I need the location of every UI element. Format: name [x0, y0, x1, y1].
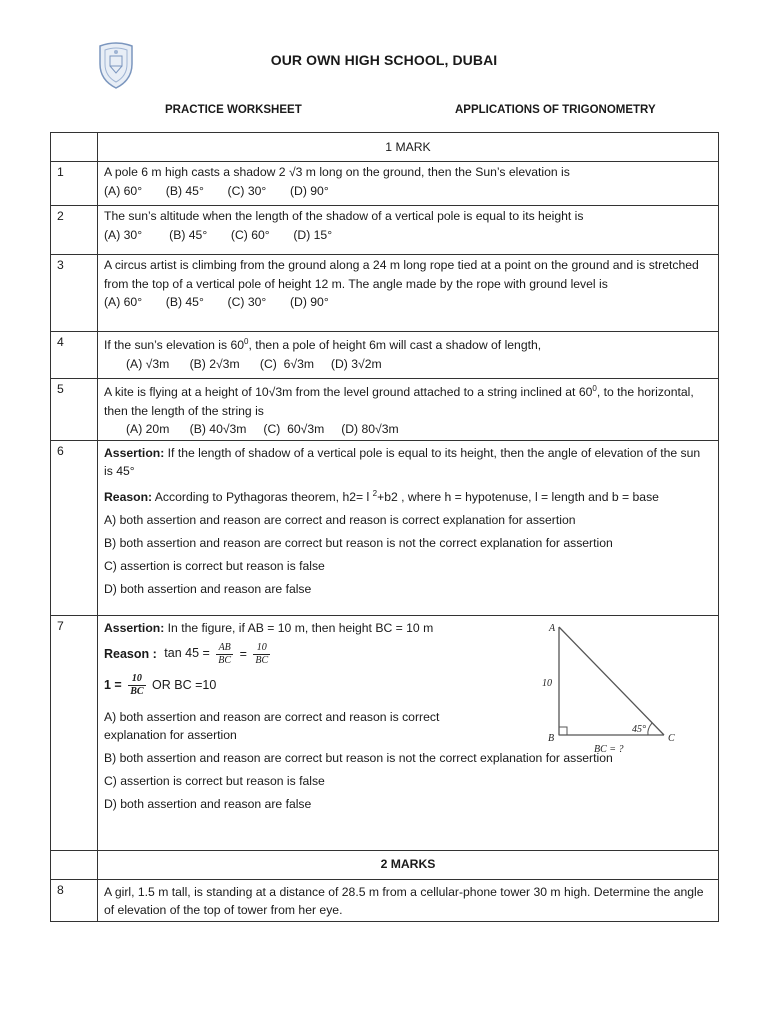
vertex-label-b: B — [548, 732, 555, 744]
option-d: D) both assertion and reason are false — [104, 797, 312, 812]
vertex-label-c: C — [668, 732, 675, 744]
assertion-text: Assertion: In the figure, if AB = 10 m, then height BC = 10 m — [104, 620, 434, 635]
question-row-8 — [51, 879, 719, 921]
side-label-bc: BC = ? — [594, 743, 624, 755]
worksheet-type: PRACTICE WORKSHEET — [165, 104, 302, 116]
question-body — [98, 162, 719, 206]
triangle-figure — [544, 619, 694, 759]
option-d: D) both assertion and reason are false — [104, 582, 312, 597]
question-text: If the sun’s elevation is $60^0$, then a pole of height 6m will cast a shadow of length, — [104, 337, 542, 353]
question-options: (A) 30° (B) 45° (C) 60° (D) 15° — [104, 227, 333, 242]
question-number: 5 — [51, 379, 98, 441]
question-options: (A) √3m (B) 2√3m (C) 6√3m (D) 3√2m — [126, 356, 382, 371]
option-c: C) assertion is correct but reason is false — [104, 774, 325, 789]
section-title-1-mark: 1 MARK — [98, 133, 719, 162]
section-row-1-mark — [51, 133, 719, 162]
question-options: (A) 60° (B) 45° (C) 30° (D) 90° — [104, 183, 329, 198]
vertex-label-a: A — [549, 622, 556, 634]
question-row-2 — [51, 206, 719, 255]
question-number: 1 — [51, 162, 98, 206]
option-c: C) assertion is correct but reason is false — [104, 559, 325, 574]
question-row-4 — [51, 332, 719, 379]
reason-result: 1 = $\frac{10}{BC}$ OR BC =10 — [104, 672, 217, 697]
side-ac — [559, 627, 664, 735]
side-label-ab: 10 — [542, 677, 552, 689]
fraction-ab-bc: $\frac{AB}{BC}$ — [218, 641, 232, 666]
question-number: 6 — [51, 440, 98, 615]
question-options: (A) 60° (B) 45° (C) 30° (D) 90° — [104, 295, 329, 309]
question-row-3 — [51, 255, 719, 332]
worksheet-table — [50, 132, 719, 922]
question-row-6 — [51, 440, 719, 615]
question-options: (A) 20m (B) 40√3m (C) 60√3m (D) 80√3m — [126, 422, 399, 437]
fraction-10-bc: $\frac{10}{BC}$ — [255, 641, 269, 666]
question-number: 8 — [51, 879, 98, 921]
question-number: 4 — [51, 332, 98, 379]
question-body — [98, 206, 719, 255]
question-row-5 — [51, 379, 719, 441]
question-body — [98, 332, 719, 379]
school-name: OUR OWN HIGH SCHOOL, DUBAI — [270, 52, 498, 68]
question-body — [98, 255, 719, 332]
fraction-10-bc-result: $\frac{10}{BC}$ — [130, 672, 144, 697]
question-text: A kite is flying at a height of 10√3m from the level ground attached to a string inclined at $60^0$, to the horizontal, then the length of the string is — [104, 384, 694, 418]
reason-text: Reason: According to Pythagoras theorem, h2= l $^2$+b2 , where h = hypotenuse, l = length and b = base — [104, 489, 659, 505]
question-text: A girl, 1.5 m tall, is standing at a distance of 28.5 m from a cellular-phone tower 30 m high. Determine the angle of elevation of the top of tower from her eye. — [104, 884, 704, 918]
worksheet-topic: APPLICATIONS OF TRIGONOMETRY — [455, 104, 656, 116]
assertion-text: Assertion: If the length of shadow of a vertical pole is equal to its height, then the angle of elevation of the sun is 45° — [104, 445, 701, 479]
question-row-1 — [51, 162, 719, 206]
angle-label: 45° — [632, 723, 646, 735]
question-row-7 — [51, 615, 719, 850]
question-text: A circus artist is climbing from the ground along a 24 m long rope tied at a point on the ground and is stretched from the top of a vertical pole of height 12 m. The angle made by the rope with ground level is — [104, 258, 699, 291]
question-body — [98, 379, 719, 441]
option-a: A) both assertion and reason are correct and reason is correct explanation for assertion — [104, 709, 440, 743]
question-number: 3 — [51, 255, 98, 332]
question-number: 7 — [51, 615, 98, 850]
question-body — [98, 879, 719, 921]
option-a: A) both assertion and reason are correct and reason is correct explanation for assertion — [104, 513, 576, 528]
section-row-2-marks — [51, 850, 719, 879]
question-text: The sun’s altitude when the length of the shadow of a vertical pole is equal to its height is — [104, 209, 584, 223]
angle-arc — [648, 723, 652, 735]
section-title-2-marks: 2 MARKS — [98, 850, 719, 879]
right-angle-mark — [559, 727, 567, 735]
question-number: 2 — [51, 206, 98, 255]
option-b: B) both assertion and reason are correct but reason is not the correct explanation for assertion — [104, 751, 613, 766]
question-body — [98, 440, 719, 615]
reason-formula: Reason : tan 45 = $\frac{AB}{BC}$ = $\frac{10}{BC}$ — [104, 641, 269, 666]
option-b: B) both assertion and reason are correct but reason is not the correct explanation for assertion — [104, 536, 613, 551]
question-text: A pole 6 m high casts a shadow 2 √3 m long on the ground, then the Sun’s elevation is — [104, 165, 570, 179]
question-body — [98, 615, 719, 850]
